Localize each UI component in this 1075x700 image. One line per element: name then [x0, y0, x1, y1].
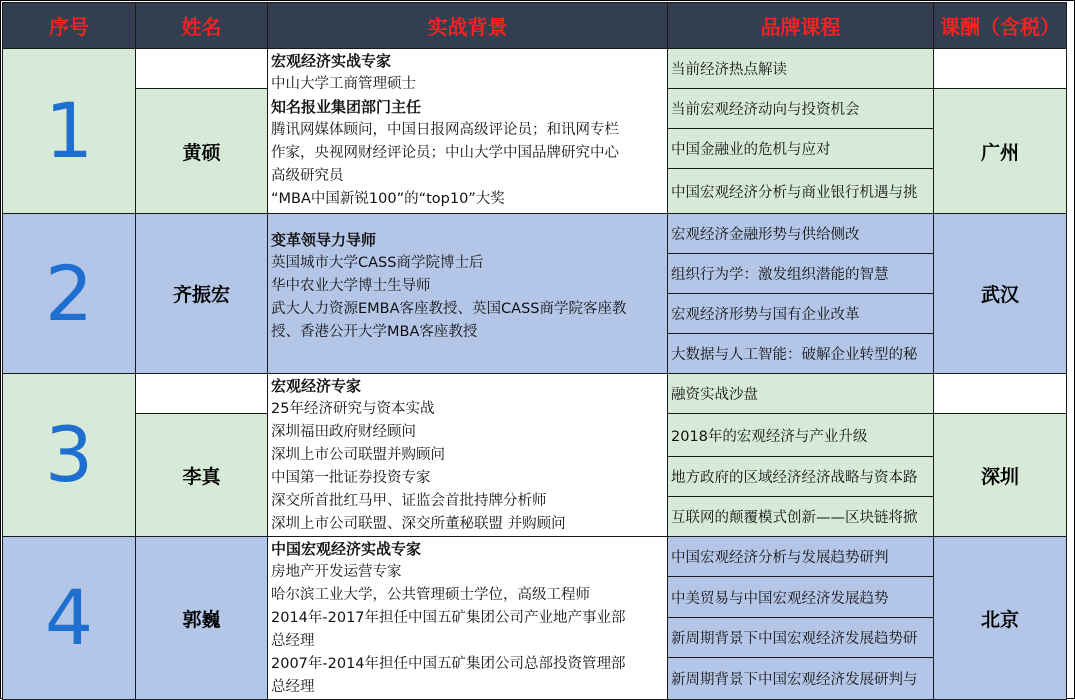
background-line: 房地产开发运营专家	[271, 564, 402, 580]
empty-cell[interactable]	[136, 49, 268, 89]
fee-city[interactable]: 北京	[934, 537, 1067, 700]
course-cell[interactable]: 新周期背景下中国宏观经济发展研判与	[668, 658, 934, 700]
background-line: 深圳上市公司联盟并购顾问	[271, 447, 445, 463]
header-background[interactable]: 实战背景	[268, 3, 668, 49]
background-cell[interactable]	[268, 49, 668, 214]
background-cell[interactable]	[268, 214, 668, 374]
background-line: 英国城市大学CASS商学院博士后	[271, 255, 484, 271]
background-line: 作家，央视网财经评论员；中山大学中国品牌研究中心	[271, 145, 619, 161]
course-cell[interactable]: 中国宏观经济分析与商业银行机遇与挑	[668, 169, 934, 214]
background-line: 高级研究员	[271, 168, 344, 184]
course-cell[interactable]: 新周期背景下中国宏观经济发展趋势研	[668, 617, 934, 657]
empty-cell[interactable]	[934, 49, 1067, 89]
background-line: 中国宏观经济实战专家	[271, 540, 422, 558]
lecturer-table	[2, 2, 1067, 700]
background-line: 总经理	[271, 633, 315, 649]
fee-city[interactable]: 深圳	[934, 414, 1067, 537]
background-line: 2007年-2014年担任中国五矿集团公司总部投资管理部	[271, 656, 626, 672]
course-cell[interactable]: 中国金融业的危机与应对	[668, 129, 934, 169]
fee-city[interactable]: 武汉	[934, 214, 1067, 374]
background-line: 宏观经济专家	[271, 377, 362, 395]
header-courses[interactable]: 品牌课程	[668, 3, 934, 49]
background-line: 25年经济研究与资本实战	[271, 401, 435, 417]
course-cell[interactable]: 中美贸易与中国宏观经济发展趋势	[668, 577, 934, 617]
background-line: 腾讯网媒体顾问，中国日报网高级评论员；和讯网专栏	[271, 122, 619, 138]
fee-city[interactable]: 广州	[934, 89, 1067, 214]
course-cell[interactable]: 互联网的颠覆模式创新——区块链将掀	[668, 497, 934, 537]
background-cell[interactable]	[268, 374, 668, 537]
background-line: 深交所首批红马甲、证监会首批持牌分析师	[271, 493, 547, 509]
course-cell[interactable]: 当前宏观经济动向与投资机会	[668, 89, 934, 129]
empty-cell[interactable]	[934, 374, 1067, 414]
course-cell[interactable]: 地方政府的区域经济经济战略与资本路	[668, 457, 934, 497]
background-line: 中山大学工商管理硕士	[271, 76, 416, 92]
row-number[interactable]: 2	[3, 214, 136, 374]
background-line: 华中农业大学博士生导师	[271, 278, 431, 294]
background-cell[interactable]	[268, 537, 668, 700]
background-line: 中国第一批证券投资专家	[271, 470, 431, 486]
header-fee[interactable]: 课酬（含税）	[934, 3, 1067, 49]
row-number[interactable]: 3	[3, 374, 136, 537]
lecturer-name[interactable]: 黄硕	[136, 89, 268, 214]
row-number[interactable]: 4	[3, 537, 136, 700]
header-name[interactable]: 姓名	[136, 3, 268, 49]
background-line: 总经理	[271, 679, 315, 695]
lecturer-name[interactable]: 李真	[136, 414, 268, 537]
course-cell[interactable]: 宏观经济形势与国有企业改革	[668, 294, 934, 334]
background-line: 哈尔滨工业大学，公共管理硕士学位，高级工程师	[271, 587, 590, 603]
course-cell[interactable]: 大数据与人工智能：破解企业转型的秘	[668, 334, 934, 374]
background-line: 2014年-2017年担任中国五矿集团公司产业地产事业部	[271, 610, 626, 626]
background-line: 授、香港公开大学MBA客座教授	[271, 324, 478, 340]
course-cell[interactable]: 中国宏观经济分析与发展趋势研判	[668, 537, 934, 577]
empty-cell[interactable]	[136, 374, 268, 414]
lecturer-name[interactable]: 齐振宏	[136, 214, 268, 374]
course-cell[interactable]: 融资实战沙盘	[668, 374, 934, 414]
course-cell[interactable]: 2018年的宏观经济与产业升级	[668, 414, 934, 457]
background-line: “MBA中国新锐100”的“top10”大奖	[271, 191, 505, 207]
background-line: 武大人力资源EMBA客座教授、英国CASS商学院客座教	[271, 301, 627, 317]
header-index[interactable]: 序号	[3, 3, 136, 49]
row-number[interactable]: 1	[3, 49, 136, 214]
lecturer-name[interactable]: 郭巍	[136, 537, 268, 700]
course-cell[interactable]: 宏观经济金融形势与供给侧改	[668, 214, 934, 254]
header-row	[3, 3, 1067, 49]
course-cell[interactable]: 当前经济热点解读	[668, 49, 934, 89]
background-line: 知名报业集团部门主任	[271, 98, 422, 116]
background-line: 宏观经济实战专家	[271, 52, 392, 70]
background-line: 深圳福田政府财经顾问	[271, 424, 416, 440]
course-cell[interactable]: 组织行为学：激发组织潜能的智慧	[668, 254, 934, 294]
background-line: 变革领导力导师	[271, 231, 377, 249]
background-line: 深圳上市公司联盟、深交所董秘联盟 并购顾问	[271, 516, 566, 532]
